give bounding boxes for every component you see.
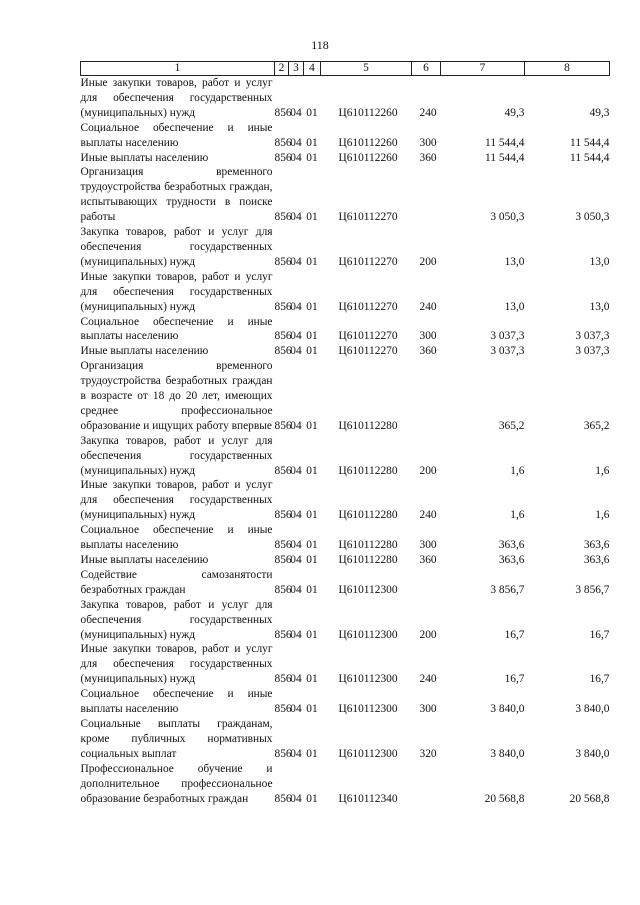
row-code-col3: 04 <box>290 151 302 164</box>
row-target-code: Ц610112270 <box>338 300 398 313</box>
row-code-col2: 856 <box>274 792 292 805</box>
row-code-col2: 856 <box>274 211 292 224</box>
row-code-col3: 04 <box>290 211 302 224</box>
row-code-col2: 856 <box>274 345 292 358</box>
row-expense-type <box>412 568 441 598</box>
row-amount-col8: 13,0 <box>589 300 610 313</box>
table-header <box>81 62 610 76</box>
row-target-code: Ц610112260 <box>338 151 398 164</box>
row-code-col4: 01 <box>306 330 318 343</box>
row-name: Иные выплаты населению <box>80 554 209 566</box>
row-amount-col8: 11 544,4 <box>570 151 610 164</box>
row-amount-col8: 20 568,8 <box>569 792 610 805</box>
table-row <box>81 344 610 359</box>
row-name: Закупка товаров, работ и услуг для обеспечения государственных (муниципальных) нужд <box>80 226 273 268</box>
row-target-code: Ц610112300 <box>338 628 398 641</box>
row-code-col4: 01 <box>306 792 318 805</box>
row-amount-col7: 363,6 <box>498 539 525 552</box>
row-name: Иные выплаты населению <box>80 345 209 358</box>
row-code-col2: 856 <box>274 554 292 566</box>
row-expense-type: 240 <box>419 300 437 313</box>
row-target-code: Ц610112260 <box>338 136 398 149</box>
row-expense-type <box>412 165 441 225</box>
row-target-code: Ц610112260 <box>338 106 398 119</box>
table-row <box>81 598 610 643</box>
table-row <box>81 568 610 598</box>
row-code-col4: 01 <box>306 673 318 686</box>
row-amount-col8: 11 544,4 <box>570 136 610 149</box>
row-name: Профессиональное обучение и дополнительное профессиональное образование безработных граждан <box>80 762 273 805</box>
row-amount-col8: 1,6 <box>595 509 610 522</box>
row-code-col4: 01 <box>306 106 318 119</box>
row-amount-col7: 3 840,0 <box>490 703 525 716</box>
row-code-col3: 04 <box>290 747 302 760</box>
table-row <box>81 762 610 807</box>
column-header-8: 8 <box>525 62 610 76</box>
row-code-col2: 856 <box>274 151 292 164</box>
row-amount-col8: 16,7 <box>589 673 610 686</box>
row-code-col3: 04 <box>290 703 302 716</box>
row-target-code: Ц610112280 <box>338 509 398 522</box>
row-code-col3: 04 <box>290 419 302 432</box>
row-code-col2: 856 <box>274 703 292 716</box>
row-code-col3: 04 <box>290 464 302 477</box>
row-amount-col8: 3 050,3 <box>575 211 610 224</box>
row-target-code: Ц610112270 <box>338 255 398 268</box>
row-code-col3: 04 <box>290 330 302 343</box>
table-row <box>81 225 610 270</box>
row-code-col3: 04 <box>290 136 302 149</box>
table-row <box>81 165 610 225</box>
table-row <box>81 270 610 315</box>
row-name: Закупка товаров, работ и услуг для обеспечения государственных (муниципальных) нужд <box>80 598 273 641</box>
row-expense-type: 300 <box>419 330 437 343</box>
row-target-code: Ц610112280 <box>338 554 398 566</box>
row-amount-col7: 365,2 <box>498 419 525 432</box>
row-name: Закупка товаров, работ и услуг для обеспечения государственных (муниципальных) нужд <box>80 434 273 477</box>
table-row <box>81 359 610 434</box>
row-target-code: Ц610112270 <box>338 211 398 224</box>
row-amount-col8: 3 037,3 <box>575 345 610 358</box>
row-code-col2: 856 <box>274 628 292 641</box>
row-name: Организация временного трудоустройства безработных граждан в возрасте от 18 до 20 лет, имеющих среднее профессиональное образование и ищущих работу впервые <box>80 360 273 432</box>
row-code-col2: 856 <box>274 106 292 119</box>
row-code-col3: 04 <box>290 255 302 268</box>
row-code-col2: 856 <box>274 330 292 343</box>
row-amount-col8: 49,3 <box>589 106 610 119</box>
row-amount-col8: 3 840,0 <box>575 747 610 760</box>
row-expense-type: 200 <box>419 464 437 477</box>
row-code-col3: 04 <box>290 554 302 566</box>
column-header-2: 2 <box>275 62 289 76</box>
row-name: Иные закупки товаров, работ и услуг для обеспечения государственных (муниципальных) нужд <box>80 270 273 313</box>
header-row <box>81 62 610 76</box>
row-code-col4: 01 <box>306 151 318 164</box>
row-amount-col7: 49,3 <box>504 106 525 119</box>
row-target-code: Ц610112280 <box>338 539 398 552</box>
column-header-7: 7 <box>441 62 525 76</box>
row-amount-col8: 1,6 <box>595 464 610 477</box>
row-code-col3: 04 <box>290 539 302 552</box>
row-expense-type: 240 <box>419 509 437 522</box>
row-code-col3: 04 <box>290 345 302 358</box>
row-amount-col7: 363,6 <box>498 554 525 566</box>
row-expense-type: 300 <box>419 136 437 149</box>
row-expense-type: 300 <box>419 539 437 552</box>
row-name: Иные закупки товаров, работ и услуг для обеспечения государственных (муниципальных) нужд <box>80 643 273 686</box>
row-code-col4: 01 <box>306 255 318 268</box>
row-name: Организация временного трудоустройства безработных граждан, испытывающих трудности в поиске работы <box>80 166 273 224</box>
column-header-3: 3 <box>289 62 304 76</box>
row-name: Иные закупки товаров, работ и услуг для обеспечения государственных (муниципальных) нужд <box>80 77 273 119</box>
row-amount-col7: 11 544,4 <box>485 151 525 164</box>
row-code-col3: 04 <box>290 509 302 522</box>
row-code-col4: 01 <box>306 300 318 313</box>
row-amount-col7: 11 544,4 <box>485 136 525 149</box>
row-amount-col7: 3 037,3 <box>490 330 525 343</box>
row-expense-type <box>412 762 441 807</box>
row-expense-type: 320 <box>419 747 437 760</box>
row-amount-col8: 3 856,7 <box>575 583 610 596</box>
row-code-col4: 01 <box>306 539 318 552</box>
row-amount-col7: 13,0 <box>504 255 525 268</box>
row-expense-type: 200 <box>419 255 437 268</box>
table-body <box>81 76 610 807</box>
row-code-col4: 01 <box>306 583 318 596</box>
row-code-col3: 04 <box>290 628 302 641</box>
row-target-code: Ц610112300 <box>338 703 398 716</box>
row-target-code: Ц610112280 <box>338 419 398 432</box>
row-code-col2: 856 <box>274 583 292 596</box>
row-code-col2: 856 <box>274 673 292 686</box>
row-code-col3: 04 <box>290 792 302 805</box>
row-amount-col7: 13,0 <box>504 300 525 313</box>
row-code-col4: 01 <box>306 211 318 224</box>
row-code-col2: 856 <box>274 300 292 313</box>
table-row <box>81 717 610 762</box>
row-amount-col8: 16,7 <box>589 628 610 641</box>
row-code-col2: 856 <box>274 539 292 552</box>
row-amount-col8: 13,0 <box>589 255 610 268</box>
row-expense-type: 300 <box>419 703 437 716</box>
row-expense-type: 360 <box>419 554 437 566</box>
row-expense-type <box>412 359 441 434</box>
row-name: Содействие самозанятости безработных граждан <box>80 568 273 596</box>
row-name: Социальное обеспечение и иные выплаты населению <box>80 688 273 716</box>
row-code-col2: 856 <box>274 747 292 760</box>
row-target-code: Ц610112300 <box>338 747 398 760</box>
row-amount-col8: 3 840,0 <box>575 703 610 716</box>
row-expense-type: 360 <box>419 151 437 164</box>
row-amount-col7: 3 050,3 <box>490 211 525 224</box>
table-row <box>81 121 610 151</box>
row-code-col2: 856 <box>274 136 292 149</box>
row-name: Социальные выплаты гражданам, кроме публичных нормативных социальных выплат <box>80 717 273 760</box>
row-target-code: Ц610112270 <box>338 330 398 343</box>
row-amount-col7: 3 840,0 <box>490 747 525 760</box>
row-code-col4: 01 <box>306 509 318 522</box>
row-target-code: Ц610112270 <box>338 345 398 358</box>
row-amount-col8: 363,6 <box>583 554 610 566</box>
column-header-1: 1 <box>81 62 275 76</box>
row-name: Социальное обеспечение и иные выплаты населению <box>80 315 273 343</box>
row-amount-col8: 365,2 <box>583 419 610 432</box>
table-row <box>81 151 610 166</box>
row-name: Социальное обеспечение и иные выплаты населению <box>80 121 273 149</box>
row-expense-type: 360 <box>419 345 437 358</box>
row-expense-type: 200 <box>419 628 437 641</box>
table-row <box>81 434 610 479</box>
row-amount-col7: 3 856,7 <box>490 583 525 596</box>
row-code-col4: 01 <box>306 419 318 432</box>
table-row <box>81 553 610 568</box>
budget-table <box>80 61 610 806</box>
row-code-col3: 04 <box>290 583 302 596</box>
row-amount-col7: 3 037,3 <box>490 345 525 358</box>
column-header-4: 4 <box>304 62 321 76</box>
row-name: Иные закупки товаров, работ и услуг для обеспечения государственных (муниципальных) нужд <box>80 479 273 522</box>
row-code-col4: 01 <box>306 554 318 566</box>
row-code-col4: 01 <box>306 345 318 358</box>
table-row <box>81 315 610 345</box>
row-code-col2: 856 <box>274 419 292 432</box>
row-code-col4: 01 <box>306 136 318 149</box>
row-code-col4: 01 <box>306 464 318 477</box>
table-row <box>81 523 610 553</box>
column-header-6: 6 <box>412 62 441 76</box>
row-amount-col7: 20 568,8 <box>484 792 525 805</box>
row-target-code: Ц610112340 <box>338 792 398 805</box>
row-code-col2: 856 <box>274 464 292 477</box>
row-expense-type: 240 <box>419 106 437 119</box>
page-number: 118 <box>311 38 329 52</box>
table-row <box>81 76 610 121</box>
row-code-col2: 856 <box>274 255 292 268</box>
row-amount-col7: 16,7 <box>504 673 525 686</box>
table-row <box>81 687 610 717</box>
row-expense-type: 240 <box>419 673 437 686</box>
row-name: Социальное обеспечение и иные выплаты населению <box>80 524 273 552</box>
row-name: Иные выплаты населению <box>80 151 209 164</box>
row-target-code: Ц610112300 <box>338 673 398 686</box>
row-amount-col7: 16,7 <box>504 628 525 641</box>
row-code-col4: 01 <box>306 747 318 760</box>
table-row <box>81 642 610 687</box>
row-amount-col7: 1,6 <box>510 509 525 522</box>
row-code-col3: 04 <box>290 300 302 313</box>
row-code-col2: 856 <box>274 509 292 522</box>
row-target-code: Ц610112280 <box>338 464 398 477</box>
row-amount-col8: 3 037,3 <box>575 330 610 343</box>
row-amount-col8: 363,6 <box>583 539 610 552</box>
row-code-col4: 01 <box>306 628 318 641</box>
row-code-col3: 04 <box>290 106 302 119</box>
row-amount-col7: 1,6 <box>510 464 525 477</box>
row-code-col3: 04 <box>290 673 302 686</box>
table-row <box>81 478 610 523</box>
row-code-col4: 01 <box>306 703 318 716</box>
column-header-5: 5 <box>321 62 412 76</box>
row-target-code: Ц610112300 <box>338 583 398 596</box>
